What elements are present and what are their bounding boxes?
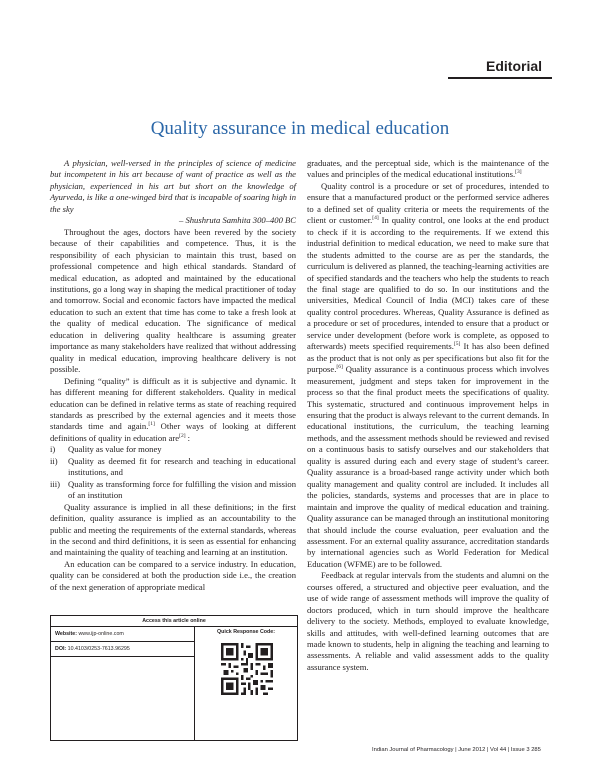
list-item: iii) Quality as transforming force for fulfilling the vision and mission of an institution [50,478,296,501]
header-rule [448,77,552,79]
epigraph: A physician, well-versed in the principles of science of medicine but incompetent in his art because of want of practice as well as the physician, experienced in his art but short on the knowledge of Ayurveda, is like a one-winged bird that is incapable of soaring high in the sky [50,158,296,214]
paragraph: An education can be compared to a service industry. In education, quality can be considered at both the production side i.e., the creation of the next generation of appropriate medical [50,558,296,592]
paragraph: Feedback at regular intervals from the students and alumni on the courses offered, a structured and objective peer evaluation, and the use of wide range of assessment methods will improve the quality of doctors produced, which in turn should improve the healthcare delivery to the society. Methods, employed to evaluate knowledge, skills and attitudes, with well-defined learning outcomes that are made known to students, help in aligning the teaching and learning to assessments. A reliable and valid assessment adds to the quality assurance system. [307,570,549,672]
page-footer: Indian Journal of Pharmacology | June 2012 | Vol 44 | Issue 3 285 [372,747,541,753]
list-item: ii) Quality as deemed fit for research and teaching in educational institutions, and [50,455,296,478]
doi-row: DOI: 10.4103/0253-7613.96295 [51,642,194,657]
access-online-box [50,615,298,741]
citation[interactable]: [1] [148,421,155,428]
doi-link[interactable]: 10.4103/0253-7613.96295 [67,646,130,652]
paragraph: Quality assurance is implied in all these definitions; in the first definition, quality assurance is implied as an accountability to the public and meeting the requirements of the external standards, whereas in the second and third definitions, it is seen as essential for enhancing and maintaining the quality of teaching and learning at an institution. [50,501,296,558]
citation[interactable]: [4] [372,215,379,222]
paragraph: Quality control is a procedure or set of procedures, intended to ensure that a manufactured product or the performed service adheres to a defined set of quality criteria or meets the requirements of the client or customer.[4] In quality control, one looks at the end product to check if it is according to the requirements. If we extend this industrial definition to medical education, we need to make sure that the students admitted to the course are as per the standards, the curriculum is delivered as planned, the teaching-learning activities are of specified standards and the teachers who help the students to reach the final stage are qualified to do so. In our institutions and the universities, Medical Council of India (MCI) takes care of these quality control procedures. Whereas, Quality Assurance is defined as a procedure or set of procedures, intended to ensure that a product or service under development (before work is complete, as opposed to afterwards) meets specified requirements.[5] It has also been defined as the product that is not only as per specifications but also fit for the purpose.[6] Quality assurance is a continuous process which involves measurement, judgment and steps taken for improvement in the process so that the final product meets the specifications of quality. This systematic, structured and continuous improvement helps in ensuring that the product is always relevant to the current demands. In educational institutions, the curriculum, the teaching learning methods, and the assessment methods should be reviewed and revised on a continuous basis to satisfy ourselves and our stakeholders that quality is assured during each and every stage of student’s career. Quality assurance is a broad-based range activity under which both quality management and quality control are included. It includes all the policies, standards, systems and processes that are in place to maintain and improve the quality of medical education and training. Quality assurance can be managed through an institutional monitoring that should include the course evaluation, peer evaluation and the assessment. For an external quality assurance, accreditation standards by international agencies such as World Federation for Medical Education (WFME) are to be followed. [307,180,550,569]
citation[interactable]: [2] [179,433,186,440]
access-box-heading: Access this article online [51,616,297,627]
citation[interactable]: [3] [515,169,522,176]
epigraph-source: – Shushruta Samhita 300–400 BC [179,215,296,226]
citation[interactable]: [5] [453,341,461,348]
section-label: Editorial [486,58,543,74]
article-title: Quality assurance in medical education [150,118,450,139]
list-item: i) Quality as value for money [50,444,162,455]
website-row: Website: www.ijp-online.com [51,627,194,642]
paragraph: Defining “quality” is difficult as it is subjective and dynamic. It has different meaning for different stakeholders. Quality in medical education can be defined in relative terms as state of reaching required standards as prescribed by the external agencies and it meets those standards time and again.[1] Other ways of looking at different definitions of quality in education are[2] : [50,375,297,443]
qr-code-icon [221,643,273,695]
left-column [50,158,296,593]
right-column [307,158,549,673]
qr-label: Quick Response Code: [217,629,275,635]
website-link[interactable]: www.ijp-online.com [78,631,124,637]
paragraph: graduates, and the perceptual side, which is the maintenance of the values and principles of the medical educational institutions.[3] [307,158,549,180]
definition-list [50,444,296,501]
paragraph: Throughout the ages, doctors have been revered by the society because of their capabilities and competence. Thus, it is the responsibility of each physician to maintain this trust, based on professional competence and high ethical standards. Standard of medical education, as adopted and maintained by the educational institutions, go a long way in shaping the medical practitioner of today and tomorrow. Social and economic factors have impacted the medical education to such an extent that time has come to take a fresh look at the quality of medical education. The significance of medical education in delivering quality healthcare is assuming greater importance as many stakeholders have realized that without addressing quality in medical education, improving healthcare delivery is not possible. [50,226,296,375]
citation[interactable]: [6] [336,364,343,371]
